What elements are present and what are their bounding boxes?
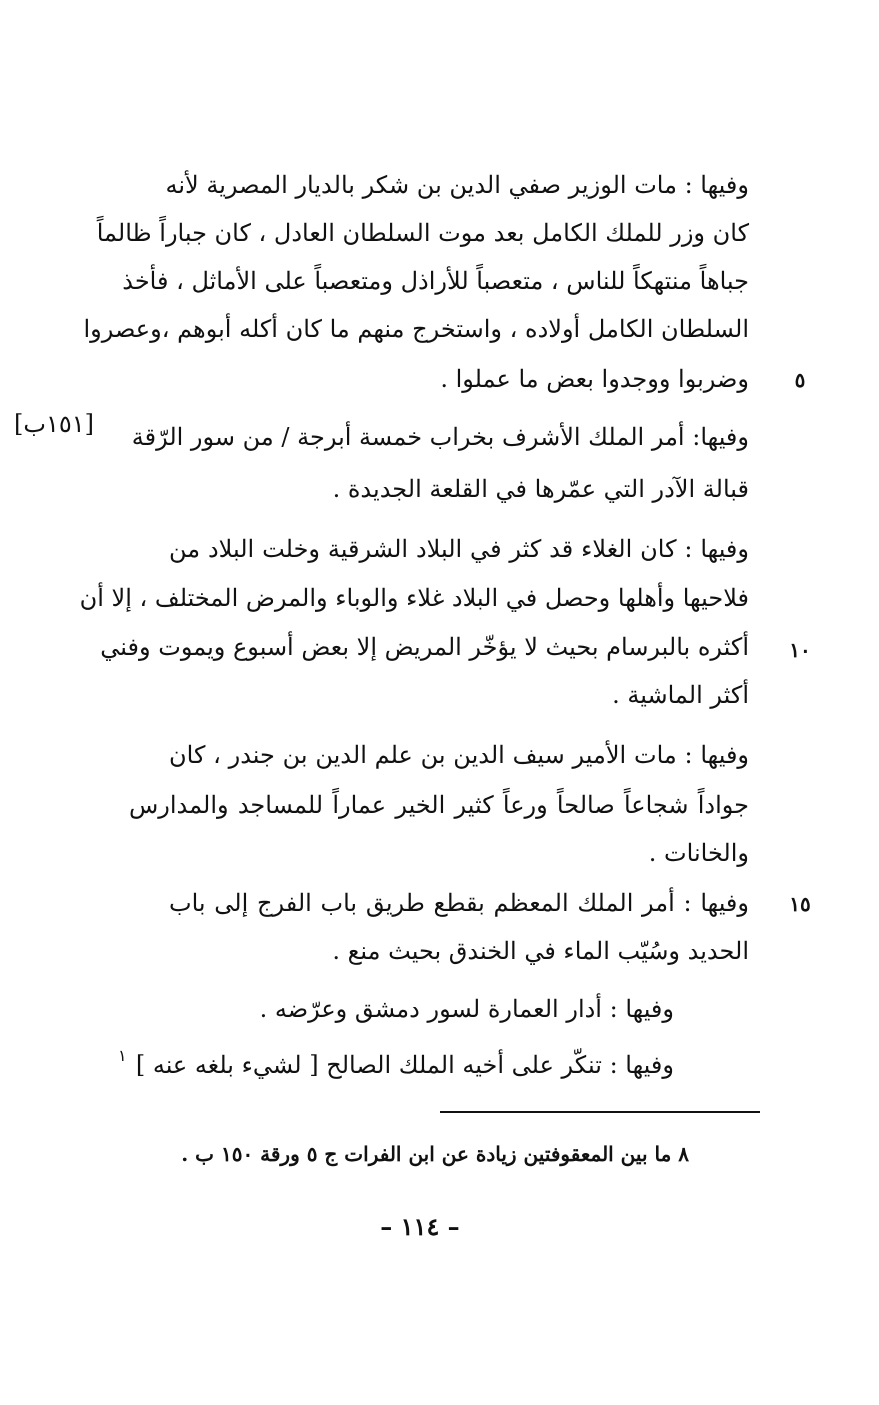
footnote-marker: ١ xyxy=(118,1046,127,1065)
folio-reference: [١٥١ب] xyxy=(14,410,95,438)
text-line: وفيها : أدار العمارة لسور دمشق وعرّضه . xyxy=(259,995,674,1023)
page-number: – ١١٤ – xyxy=(380,1212,460,1241)
text-line: قبالة الآدر التي عمّرها في القلعة الجديدة . xyxy=(332,475,749,503)
footnote-rule xyxy=(440,1111,760,1113)
footnote: ٨ ما بين المعقوفتين زيادة عن ابن الفرات ج ٥ ورقة ١٥٠ ب . xyxy=(181,1142,689,1166)
text-line: وفيها : كان الغلاء قد كثر في البلاد الشرقية وخلت البلاد من xyxy=(169,535,749,563)
line-number: ١٠ xyxy=(789,638,811,662)
text-line: وفيها : مات الوزير صفي الدين بن شكر بالديار المصرية لأنه xyxy=(165,171,749,199)
line-number: ١٥ xyxy=(789,892,811,916)
line-number: ٥ xyxy=(794,368,806,392)
text-line: أكثر الماشية . xyxy=(612,681,749,709)
text-line: السلطان الكامل أولاده ، واستخرج منهم ما كان أكله أبوهم ،وعصروا xyxy=(83,315,749,343)
text-line: والخانات . xyxy=(648,839,749,867)
text-line: جواداً شجاعاً صالحاً ورعاً كثير الخير عماراً للمساجد والمدارس xyxy=(129,791,749,819)
text-line: وفيها: أمر الملك الأشرف بخراب خمسة أبرجة / من سور الرّقة xyxy=(131,423,749,451)
text-line: وفيها : أمر الملك المعظم بقطع طريق باب الفرج إلى باب xyxy=(169,889,749,917)
text-line: وفيها : مات الأمير سيف الدين بن علم الدين بن جندر ، كان xyxy=(169,741,749,769)
text-line: فلاحيها وأهلها وحصل في البلاد غلاء والوباء والمرض المختلف ، إلا أن xyxy=(79,584,749,612)
text-line: وضربوا ووجدوا بعض ما عملوا . xyxy=(440,365,749,393)
text-line: أكثره بالبرسام بحيث لا يؤخّر المريض إلا بعض أسبوع ويموت وفني xyxy=(100,633,749,661)
text-line: جباهاً منتهكاً للناس ، متعصباً للأراذل ومتعصباً على الأماثل ، فأخذ xyxy=(122,267,749,295)
text-line: كان وزر للملك الكامل بعد موت السلطان العادل ، كان جباراً ظالماً xyxy=(96,219,749,247)
text-line: الحديد وسُيّب الماء في الخندق بحيث منع . xyxy=(332,937,749,965)
text-line: وفيها : تنكّر على أخيه الملك الصالح [ لشيء بلغه عنه ] xyxy=(135,1051,674,1079)
